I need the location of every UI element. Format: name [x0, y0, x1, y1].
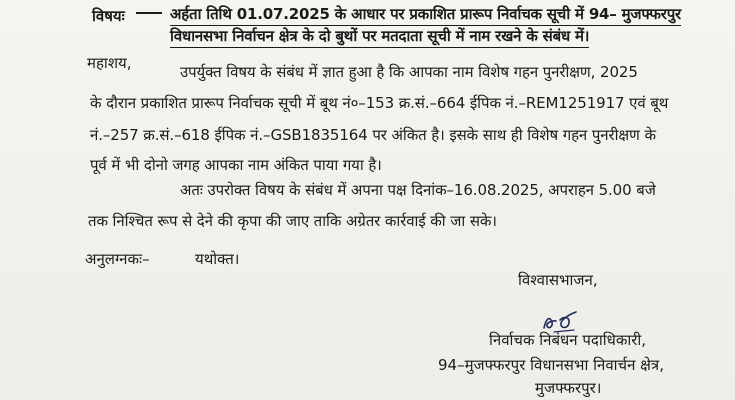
- subject-label: विषयः: [92, 7, 125, 25]
- signatory-constituency: 94–मुजफ्फरपुर विधानसभा निवार्चन क्षेत्र,: [438, 356, 664, 374]
- paragraph2-line1: अतः उपरोक्त विषय के संबंध में अपना पक्ष दिनांक–16.08.2025, अपराहन 5.00 बजे: [180, 181, 656, 199]
- subject-text-line1: अर्हता तिथि 01.07.2025 के आधार पर प्रकाशित प्रारूप निर्वाचक सूची में 94– मुजफ्फरपुर: [170, 4, 681, 26]
- paragraph1-line3: नं.–257 क्र.सं.–618 ईपिक नं.–GSB1835164 पर अंकित है। इसके साथ ही विशेष गहन पुनरीक्षण के: [90, 126, 656, 144]
- enclosure-label: अनुलग्नकः–: [85, 250, 150, 268]
- paragraph1-line1: उपर्युक्त विषय के संबंध में ज्ञात हुआ है कि आपका नाम विशेष गहन पुनरीक्षण, 2025: [180, 63, 638, 81]
- salutation: महाशय,: [87, 54, 132, 72]
- subject-divider: [136, 12, 162, 14]
- paragraph1-line2: के दौरान प्रकाशित प्रारूप निर्वाचक सूची में बूथ नं०–153 क्र.सं.–664 ईपिक नं.–REM1251917 एवं बूथ: [90, 94, 669, 112]
- signatory-district: मुजफ्फरपुर।: [535, 379, 602, 397]
- paragraph2-line2: तक निश्चित रूप से देने की कृपा की जाए ताकि अग्रेतर कार्रवाई की जा सके।: [88, 212, 497, 230]
- subject-text-line2: विधानसभा निर्वाचन क्षेत्र के दो बुथों पर मतदाता सूची में नाम रखने के संबंध में।: [170, 26, 589, 48]
- closing-text: विश्वासभाजन,: [518, 271, 598, 289]
- signatory-designation: निर्वाचक निबंधन पदाधिकारी,: [489, 331, 647, 349]
- enclosure-value: यथोक्त।: [195, 250, 240, 268]
- paragraph1-line4: पूर्व में भी दोनो जगह आपका नाम अंकित पाया गया है।: [90, 156, 382, 174]
